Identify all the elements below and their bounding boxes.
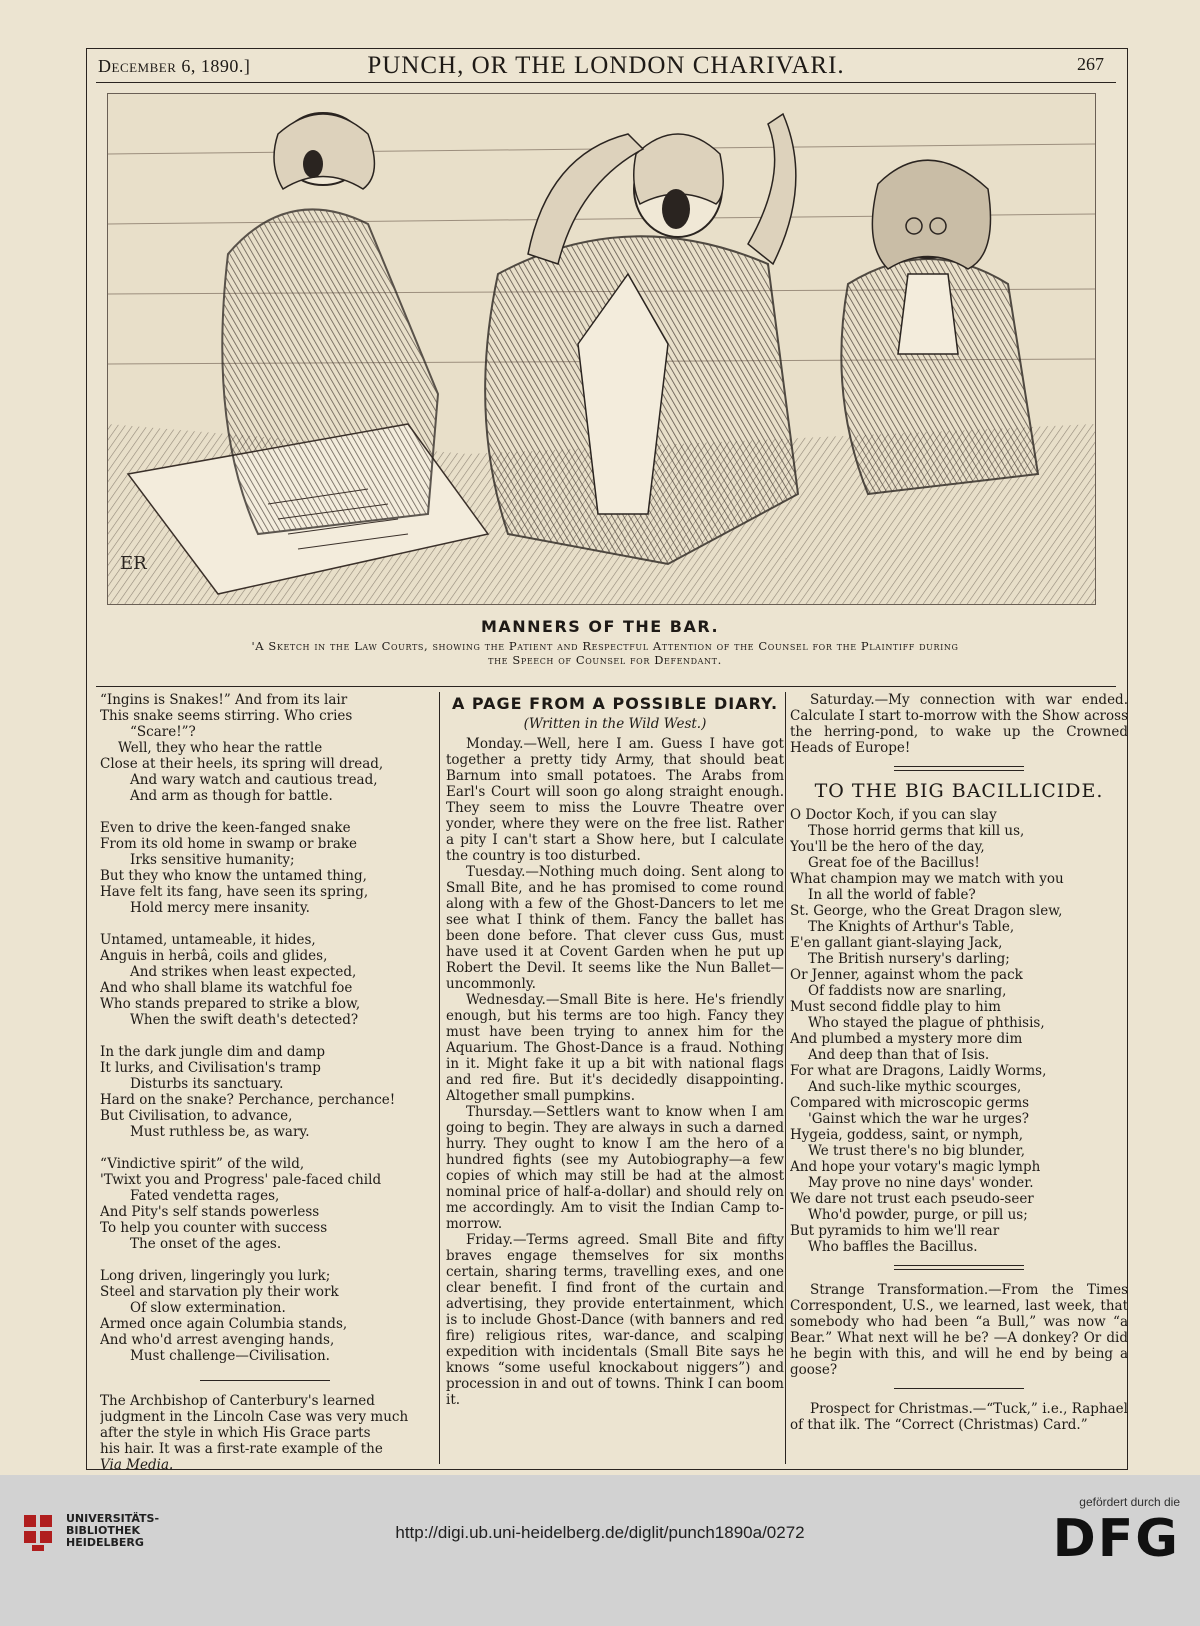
- poem-line: Irks sensitive humanity;: [130, 852, 295, 868]
- poem-line: Hold mercy mere insanity.: [130, 900, 310, 916]
- bacillicide-line: E'en gallant giant-slaying Jack,: [790, 935, 1003, 951]
- prospect-text: Prospect for Christmas.—“Tuck,” i.e., Raphael of that ilk. The “Correct (Christmas) Card.”: [790, 1401, 1128, 1433]
- poem-line: Untamed, untameable, it hides,: [100, 932, 316, 948]
- poem-line: Must ruthless be, as wary.: [130, 1124, 310, 1140]
- poem-line: This snake seems stirring. Who cries: [100, 708, 353, 724]
- university-line: UNIVERSITÄTS-: [66, 1512, 160, 1525]
- bacillicide-line: And plumbed a mystery more dim: [790, 1031, 1023, 1047]
- separator-rule: [894, 1388, 1024, 1389]
- column-rule: [785, 692, 786, 1464]
- bacillicide-line: The Knights of Arthur's Table,: [808, 919, 1015, 935]
- page-number: 267: [1077, 54, 1104, 74]
- bacillicide-line: For what are Dragons, Laidly Worms,: [790, 1063, 1047, 1079]
- bacillicide-line: In all the world of fable?: [808, 887, 976, 903]
- cartoon-illustration: [107, 93, 1096, 605]
- poem-stanza: [100, 1044, 430, 1140]
- bacillicide-line: But pyramids to him we'll rear: [790, 1223, 1000, 1239]
- note-line: judgment in the Lincoln Case was very much: [100, 1409, 409, 1425]
- poem-stanza: [100, 1268, 430, 1364]
- poem-line: Must challenge—Civilisation.: [130, 1348, 330, 1364]
- bacillicide-line: Who'd powder, purge, or pill us;: [808, 1207, 1028, 1223]
- bacillicide-line: Who stayed the plague of phthisis,: [808, 1015, 1045, 1031]
- strange-transformation-text: Strange Transformation.—From the Times Correspondent, U.S., we learned, last week, that somebody who had been “a Bull,” was now “a Bear.” What next will he be? —A donkey? Or did he begin with this, and will he end by being a goose?: [790, 1282, 1128, 1378]
- bacillicide-line: Or Jenner, against whom the pack: [790, 967, 1023, 983]
- diary-entry-saturday: Saturday.—My connection with war ended. Calculate I start to-morrow with the Show across the herring-pond, to wake up the Crowned Heads of Europe!: [790, 692, 1128, 756]
- poem-line: Of slow extermination.: [130, 1300, 286, 1316]
- poem-line: Close at their heels, its spring will dread,: [100, 756, 384, 772]
- poem-stanza: [100, 1156, 430, 1252]
- strange-transformation: [790, 1282, 1128, 1378]
- column-rule: [439, 692, 440, 1464]
- double-rule: [894, 766, 1024, 771]
- bacillicide-line: And deep than that of Isis.: [808, 1047, 990, 1063]
- poem-line: Steel and starvation ply their work: [100, 1284, 339, 1300]
- source-url[interactable]: http://digi.ub.uni-heidelberg.de/diglit/punch1890a/0272: [395, 1523, 805, 1542]
- separator-rule: [200, 1380, 330, 1381]
- bacillicide-poem: [790, 807, 1128, 1255]
- diary-entry-tuesday: Tuesday.—Nothing much doing. Sent along to Small Bite, and he has promised to come round along with a few of the Ghost-Dancers to let me see what I think of them. Fancy the ballet has been done before. That clever cuss Gus, must have used it at Covent Garden when he put up Robert the Devil. It seems like the Nun Ballet—uncommonly.: [446, 864, 784, 992]
- cartoon-title: MANNERS OF THE BAR.: [480, 617, 720, 636]
- column-middle: [446, 692, 784, 1408]
- bacillicide-line: May prove no nine days' wonder.: [808, 1175, 1034, 1191]
- poem-line: Disturbs its sanctuary.: [130, 1076, 284, 1092]
- diary-entry-wednesday: Wednesday.—Small Bite is here. He's friendly enough, but his terms are too high. Fancy they must have been trying to annex him for the Aquarium. The Ghost-Dance is a fraud. Nothing in it. Might fake it up a bit with national flags and red fire. But it's decidedly disappointing. Altogether small pumpkins.: [446, 992, 784, 1104]
- bacillicide-line: Those horrid germs that kill us,: [808, 823, 1025, 839]
- poem-line: And who shall blame its watchful foe: [100, 980, 353, 996]
- poem-line: And wary watch and cautious tread,: [130, 772, 378, 788]
- poem-line: Anguis in herbâ, coils and glides,: [100, 948, 328, 964]
- funding-credit: [1053, 1495, 1180, 1569]
- barristers-sketch: [108, 94, 1095, 604]
- bacillicide-line: You'll be the hero of the day,: [790, 839, 985, 855]
- bacillicide-line: We dare not trust each pseudo-seer: [790, 1191, 1034, 1207]
- bacillicide-line: Hygeia, goddess, saint, or nymph,: [790, 1127, 1024, 1143]
- bacillicide-line: What champion may we match with you: [790, 871, 1064, 887]
- caption-line-1: 'A Sketch in the Law Courts, showing the Patient and Respectful Attention of the Counsel for the Plaintiff during: [251, 639, 959, 653]
- poem-line: 'Twixt you and Progress' pale-faced child: [100, 1172, 382, 1188]
- poem-line: When the swift death's detected?: [130, 1012, 359, 1028]
- diary-entry-monday: Monday.—Well, here I am. Guess I have got together a pretty tidy Army, that should beat Barnum into small potatoes. The Arabs from Earl's Court will soon go along straight enough. They seem to miss the Louvre Theatre over yonder, where they were on the free list. Rather a pity I can't start a Show here, but I calculate the country is too disturbed.: [446, 736, 784, 864]
- university-line: HEIDELBERG: [66, 1536, 144, 1549]
- poem-line: Armed once again Columbia stands,: [100, 1316, 348, 1332]
- note-line: The Archbishop of Canterbury's learned: [100, 1393, 375, 1409]
- poem-line: And strikes when least expected,: [130, 964, 357, 980]
- bacillicide-line: And hope your votary's magic lymph: [790, 1159, 1041, 1175]
- poem-stanza: [100, 932, 430, 1028]
- poem-line: “Vindictive spirit” of the wild,: [100, 1156, 305, 1172]
- cartoon-caption: [110, 639, 1100, 667]
- diary-body: [446, 736, 784, 1408]
- poem-stanza: [100, 820, 430, 916]
- bacillicide-line: St. George, who the Great Dragon slew,: [790, 903, 1063, 919]
- publication-title: PUNCH, OR THE LONDON CHARIVARI.: [367, 52, 845, 79]
- poem-line: Fated vendetta rages,: [130, 1188, 280, 1204]
- poem-line: Who stands prepared to strike a blow,: [100, 996, 361, 1012]
- dfg-logo: DFG: [1052, 1509, 1180, 1569]
- diary-title: A PAGE FROM A POSSIBLE DIARY.: [451, 694, 779, 713]
- column-right: [790, 692, 1128, 1433]
- poem-line: “Scare!”?: [130, 724, 196, 740]
- note-line: his hair. It was a first-rate example of the: [100, 1441, 383, 1457]
- university-line: BIBLIOTHEK: [66, 1524, 141, 1537]
- diary-continuation: [790, 692, 1128, 756]
- note-line: Via Media.: [100, 1457, 174, 1473]
- bacillicide-line: And such-like mythic scourges,: [808, 1079, 1022, 1095]
- bacillicide-line: Must second fiddle play to him: [790, 999, 1001, 1015]
- digitization-footer: [0, 1475, 1200, 1626]
- poem-line: And arm as though for battle.: [130, 788, 333, 804]
- snake-poem: [100, 692, 430, 1364]
- bacillicide-line: Of faddists now are snarling,: [808, 983, 1007, 999]
- diary-subtitle: (Written in the Wild West.): [523, 716, 707, 732]
- bacillicide-title: TO THE BIG BACILLICIDE.: [814, 780, 1104, 802]
- bacillicide-line: The British nursery's darling;: [808, 951, 1010, 967]
- poem-line: And who'd arrest avenging hands,: [100, 1332, 335, 1348]
- diary-entry-thursday: Thursday.—Settlers want to know when I am going to begin. They are always in such a darned hurry. They ought to know I am the hero of a hundred fights (see my Autobiography—a few copies of which may still be had at the almost nominal price of half-a-dollar) and should rely on me accordingly. Am to visit the Indian Camp to-morrow.: [446, 1104, 784, 1232]
- prospect-for-christmas: [790, 1401, 1128, 1433]
- poem-line: In the dark jungle dim and damp: [100, 1044, 326, 1060]
- poem-line: From its old home in swamp or brake: [100, 836, 358, 852]
- issue-date: December 6, 1890.]: [98, 56, 251, 76]
- poem-line: And Pity's self stands powerless: [100, 1204, 320, 1220]
- poem-line: Have felt its fang, have seen its spring,: [100, 884, 369, 900]
- caption-rule: [96, 686, 1116, 687]
- poem-line: To help you counter with success: [100, 1220, 328, 1236]
- poem-line: But Civilisation, to advance,: [100, 1108, 293, 1124]
- bacillicide-line: Great foe of the Bacillus!: [808, 855, 980, 871]
- poem-stanza: [100, 692, 430, 804]
- archbishop-note: [100, 1393, 430, 1473]
- artist-signature: ER: [120, 553, 147, 574]
- page-header: [96, 52, 1116, 83]
- diary-entry-friday: Friday.—Terms agreed. Small Bite and fifty braves engage themselves for six months certain, sharing terms, travelling exes, and one clear benefit. I find front of the curtain and advertising, they provide entertainment, which is to include Ghost-Dance (with banners and red fire) religious rites, war-dance, and scalping expedition with incidentals (Small Bite says he knows “some useful knockabout niggers”) and procession in and out of towns. Think I can boom it.: [446, 1232, 784, 1408]
- poem-line: “Ingins is Snakes!” And from its lair: [100, 692, 348, 708]
- note-line: after the style in which His Grace parts: [100, 1425, 371, 1441]
- poem-line: It lurks, and Civilisation's tramp: [100, 1060, 321, 1076]
- double-rule: [894, 1265, 1024, 1270]
- bacillicide-line: Compared with microscopic germs: [790, 1095, 1030, 1111]
- poem-line: But they who know the untamed thing,: [100, 868, 367, 884]
- poem-line: The onset of the ages.: [130, 1236, 282, 1252]
- bacillicide-line: We trust there's no big blunder,: [808, 1143, 1026, 1159]
- bacillicide-line: Who baffles the Bacillus.: [808, 1239, 978, 1255]
- funding-caption: gefördert durch die: [1079, 1495, 1180, 1509]
- poem-line: Hard on the snake? Perchance, perchance!: [100, 1092, 396, 1108]
- column-left: [100, 692, 430, 1473]
- bacillicide-line: 'Gainst which the war he urges?: [808, 1111, 1029, 1127]
- bacillicide-line: O Doctor Koch, if you can slay: [790, 807, 997, 823]
- poem-line: Well, they who hear the rattle: [118, 740, 323, 756]
- poem-line: Long driven, lingeringly you lurk;: [100, 1268, 331, 1284]
- poem-line: Even to drive the keen-fanged snake: [100, 820, 351, 836]
- caption-line-2: the Speech of Counsel for Defendant.: [488, 653, 722, 667]
